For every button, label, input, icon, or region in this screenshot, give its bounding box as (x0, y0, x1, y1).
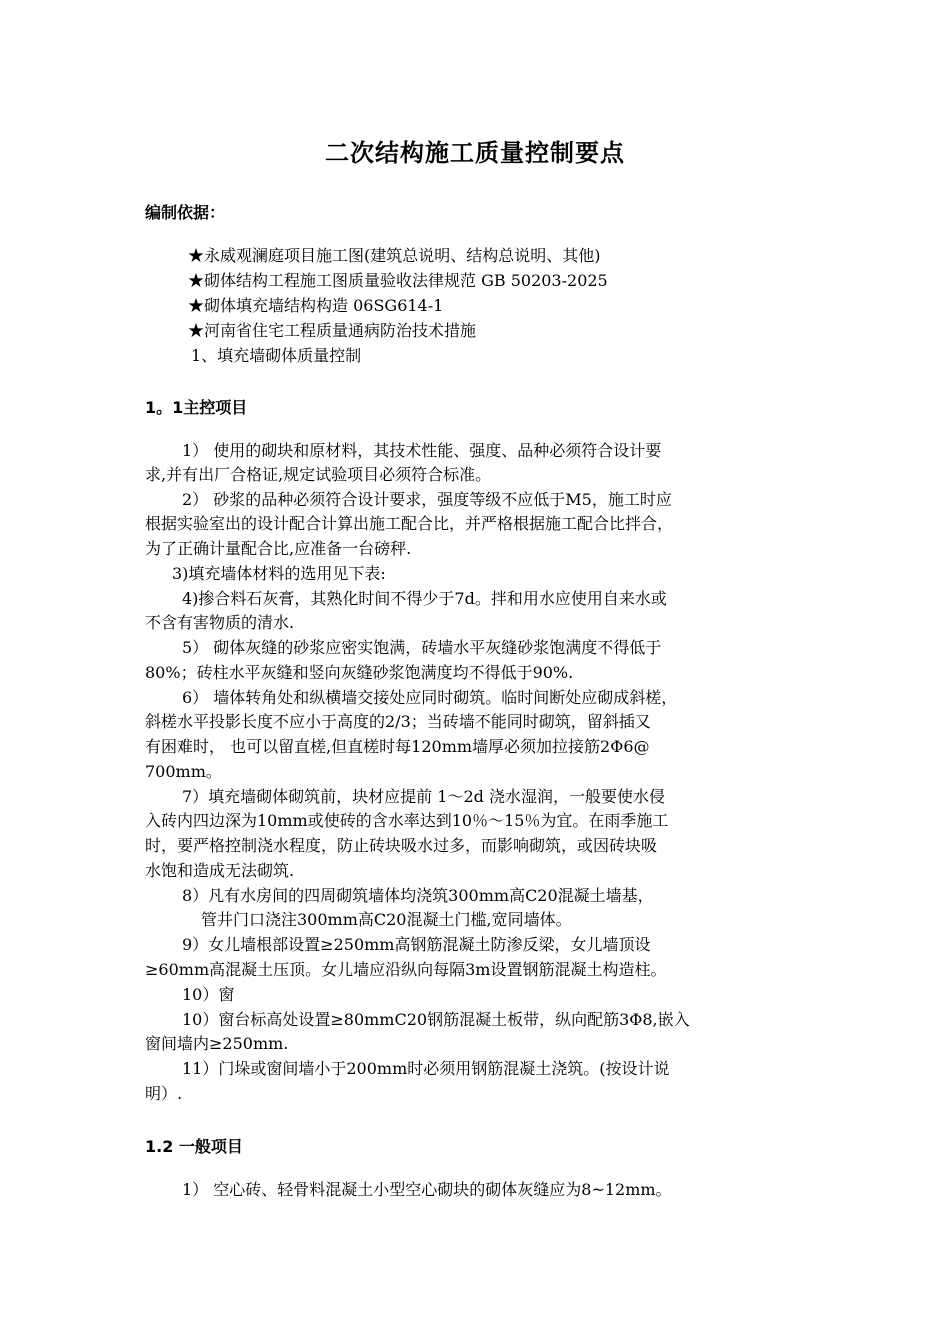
paragraph-line: 不含有害物质的清水. (145, 613, 295, 632)
paragraph-line: 2） 砂浆的品种必须符合设计要求，强度等级不应低于M5，施工时应 (182, 490, 672, 509)
section-1-2-heading: 1.2 一般项目 (145, 1137, 243, 1156)
paragraph-line: 6） 墙体转角处和纵横墙交接处应同时砌筑。临时间断处应砌成斜槎， (182, 688, 678, 707)
basis-item: ★砌体结构工程施工图质量验收法律规范 GB 50203-2025 (188, 271, 608, 290)
paragraph-line: 斜槎水平投影长度不应小于高度的2/3；当砖墙不能同时砌筑，留斜插又 (145, 712, 651, 731)
paragraph-line: 根据实验室出的设计配合计算出施工配合比，并严格根据施工配合比拌合， (145, 514, 674, 533)
paragraph-line: 3)填充墙体材料的选用见下表: (172, 564, 386, 583)
basis-heading: 编制依据： (145, 203, 226, 222)
paragraph-line: 9）女儿墙根部设置≥250mm高钢筋混凝土防渗反梁，女儿墙顶设 (182, 935, 651, 954)
paragraph-line: ≥60mm高混凝土压顶。女儿墙应沿纵向每隔3m设置钢筋混凝土构造柱。 (145, 960, 667, 979)
paragraph-line: 求,并有出厂合格证,规定试验项目必须符合标准。 (145, 465, 492, 484)
basis-item: ★永威观澜庭项目施工图(建筑总说明、结构总说明、其他) (188, 246, 601, 265)
paragraph-line: 10）窗台标高处设置≥80mmC20钢筋混凝土板带，纵向配筋3Φ8,嵌入 (182, 1010, 690, 1029)
paragraph-line: 1） 使用的砌块和原材料，其技术性能、强度、品种必须符合设计要 (182, 441, 662, 460)
paragraph-line: 4)掺合料石灰膏，其熟化时间不得少于7d。拌和用水应使用自来水或 (182, 589, 667, 608)
paragraph-line: 管井门口浇注300mm高C20混凝土门槛,宽同墙体。 (201, 910, 572, 929)
paragraph-line: 8）凡有水房间的四周砌筑墙体均浇筑300mm高C20混凝土墙基， (182, 886, 654, 905)
section-1-1-heading: 1。1主控项目 (145, 398, 248, 417)
paragraph-line: 11）门垛或窗间墙小于200mm时必须用钢筋混凝土浇筑。(按设计说 (182, 1059, 670, 1078)
document-title: 二次结构施工质量控制要点 (325, 139, 625, 167)
paragraph-line: 有困难时， 也可以留直槎,但直槎时每120mm墙厚必须加拉接筋2Φ6@ (145, 737, 650, 756)
paragraph-line: 5） 砌体灰缝的砂浆应密实饱满，砖墙水平灰缝砂浆饱满度不得低于 (182, 638, 662, 657)
paragraph-line: 80%；砖柱水平灰缝和竖向灰缝砂浆饱满度均不得低于90%. (145, 663, 574, 682)
basis-item: ★河南省住宅工程质量通病防治技术措施 (188, 321, 477, 340)
paragraph-line: 窗间墙内≥250mm. (145, 1034, 289, 1053)
paragraph-line: 7）填充墙砌体砌筑前，块材应提前 1～2d 浇水湿润，一般要使水侵 (182, 787, 665, 806)
paragraph-line: 入砖内四边深为10mm或使砖的含水率达到10％～15％为宜。在雨季施工 (145, 811, 669, 830)
basis-item: ★砌体填充墙结构构造 06SG614-1 (188, 296, 444, 315)
section-1-heading: 1、填充墙砌体质量控制 (191, 346, 362, 365)
paragraph-line: 明）. (145, 1084, 183, 1103)
paragraph-line: 10）窗 (182, 985, 235, 1004)
paragraph-line: 1） 空心砖、轻骨料混凝土小型空心砌块的砌体灰缝应为8~12mm。 (182, 1180, 672, 1199)
paragraph-line: 700mm。 (145, 762, 222, 781)
paragraph-line: 为了正确计量配合比,应准备一台磅秤. (145, 539, 412, 558)
paragraph-line: 水饱和造成无法砌筑. (145, 861, 295, 880)
paragraph-line: 时，要严格控制浇水程度，防止砖块吸水过多，而影响砌筑，或因砖块吸 (145, 836, 658, 855)
